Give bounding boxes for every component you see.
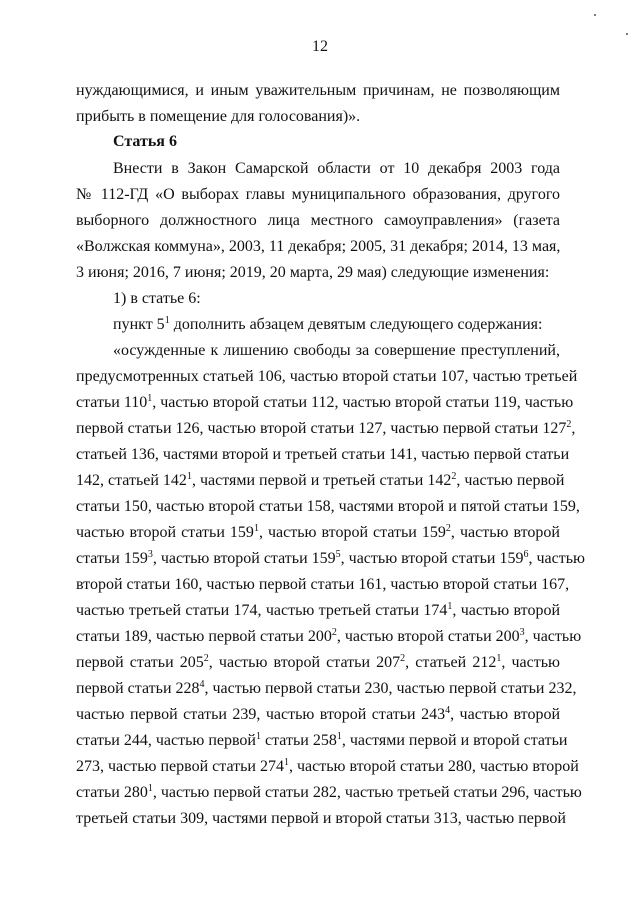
text-line: предусмотренных статьей 106, частью второй статьи 107, частью третьей [76, 368, 578, 385]
text-line: статьи $280^1$, частью первой статьи 282, частью третьей статьи 296, частью [76, 783, 582, 801]
text-line: частью второй статьи $159^1$, частью второй статьи $159^2$, частью второй [76, 523, 560, 541]
text-line: первой статьи $205^2$, частью второй статьи $207^2$, статьей $212^1$, частью [76, 653, 561, 671]
text-line: первой статьи 126, частью второй статьи 127, частью первой статьи $127^2$, [76, 419, 576, 437]
text-line: пункт $5^1$ дополнить абзацем девятым следующего содержания: [113, 315, 543, 333]
text-line: статьи $110^1$, частью второй статьи 112, частью второй статьи 119, частью [76, 393, 574, 411]
text-line: 273, частью первой статьи $274^1$, частью второй статьи 280, частью второй [76, 757, 579, 775]
text-line: «Волжская коммуна», 2003, 11 декабря; 2005, 31 декабря; 2014, 13 мая, [76, 238, 561, 255]
text-line: прибыть в помещение для голосования)». [76, 108, 361, 125]
text-line: «осужденные к лишению свободы за совершение преступлений, [113, 342, 560, 359]
text-line: первой статьи $228^4$, частью первой статьи 230, частью первой статьи 232, [76, 679, 577, 697]
text-line: 142, статьей $142^1$, частями первой и третьей статьи $142^2$, частью первой [76, 471, 565, 489]
text-line: второй статьи 160, частью первой статьи 161, частью второй статьи 167, [76, 576, 570, 593]
page-number: 12 [312, 38, 328, 55]
text-line: статьи $159^3$, частью второй статьи $159^5$, частью второй статьи $159^6$, частью [76, 549, 585, 567]
text-line: статьи 150, частью второй статьи 158, частями второй и пятой статьи 159, [76, 498, 580, 515]
text-line: статьи 189, частью первой статьи $200^2$, частью второй статьи $200^3$, частью [76, 627, 582, 645]
text-line: 3 июня; 2016, 7 июня; 2019, 20 марта, 29 мая) следующие изменения: [76, 264, 550, 281]
text-line: третьей статьи 309, частями первой и второй статьи 313, частью первой [76, 810, 566, 827]
text-line: выборного должностного лица местного самоуправления» (газета [76, 212, 560, 229]
text-line: нуждающимися, и иным уважительным причинам, не позволяющим [76, 82, 560, 99]
text-line: частью третьей статьи 174, частью третьей статьи $174^1$, частью второй [76, 601, 561, 619]
text-line: № 112-ГД «О выборах главы муниципального образования, другого [76, 186, 560, 203]
text-line: статьей 136, частями второй и третьей статьи 141, частью первой статьи [76, 446, 570, 463]
text-line: статьи 244, частью первой$^1$ статьи $258^1$, частями первой и второй статьи [76, 731, 568, 749]
scan-speck [626, 33, 628, 35]
text-line: 1) в статье 6: [113, 290, 201, 307]
text-line: Внести в Закон Самарской области от 10 декабря 2003 года [113, 160, 560, 177]
article-heading: Статья 6 [113, 133, 177, 150]
scan-speck [594, 14, 596, 16]
text-line: частью первой статьи 239, частью второй статьи $243^4$, частью второй [76, 705, 561, 723]
